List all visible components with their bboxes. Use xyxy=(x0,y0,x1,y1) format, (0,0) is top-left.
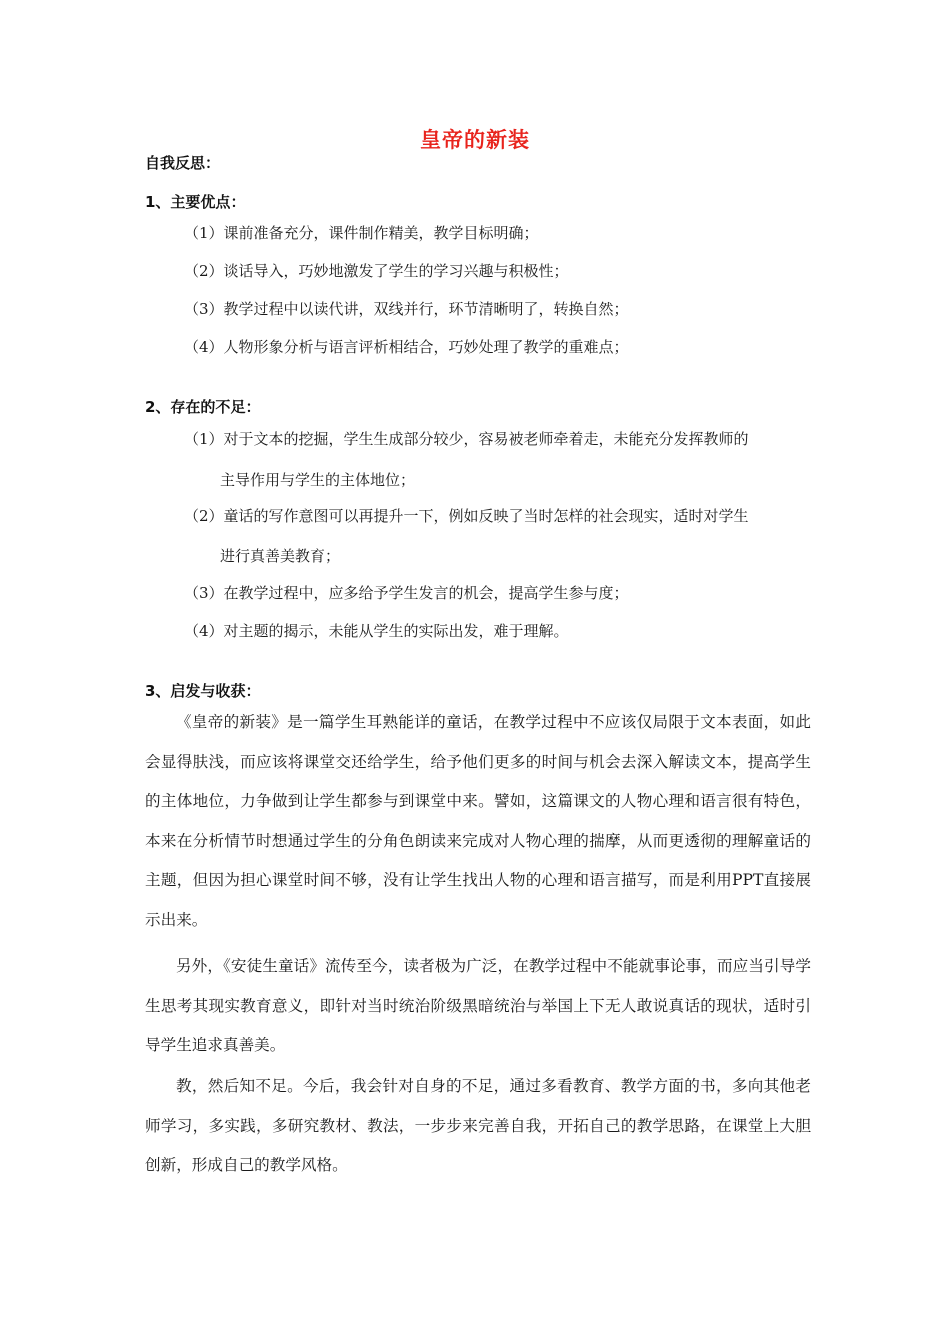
section-heading-strengths: 1、主要优点： xyxy=(145,193,246,211)
body-paragraph: 《皇帝的新装》是一篇学生耳熟能详的童话，在教学过程中不应该仅局限于文本表面，如此会显得肤浅，而应该将课堂交还给学生，给予他们更多的时间与机会去深入解读文本，提高学生的主体地位，力争做到让学生都参与到课堂中来。譬如，这篇课文的人物心理和语言很有特色，本来在分析情节时想通过学生的分角色朗读来完成对人物心理的揣摩，从而更透彻的理解童话的主题，但因为担心课堂时间不够，没有让学生找出人物的心理和语言描写，而是利用PPT直接展示出来。 xyxy=(145,713,811,929)
reflection-label: 自我反思： xyxy=(145,154,221,172)
document-title: 皇帝的新装 xyxy=(420,128,530,152)
body-paragraph: 另外，《安徒生童话》流传至今，读者极为广泛，在教学过程中不能就事论事，而应当引导学生思考其现实教育意义，即针对当时统治阶级黑暗统治与举国上下无人敢说真话的现状，适时引导学生追求真善美。 xyxy=(145,957,811,1055)
weakness-item: （4）对主题的揭示，未能从学生的实际出发，难于理解。 xyxy=(184,622,569,640)
section-heading-insights: 3、启发与收获： xyxy=(145,682,261,700)
weakness-item: （2）童话的写作意图可以再提升一下，例如反映了当时怎样的社会现实，适时对学生 xyxy=(184,507,749,525)
section-heading-weaknesses: 2、存在的不足： xyxy=(145,398,261,416)
strength-item: （2）谈话导入，巧妙地激发了学生的学习兴趣与积极性； xyxy=(184,262,569,280)
weakness-item-continuation: 主导作用与学生的主体地位； xyxy=(220,471,416,489)
weakness-item: （3）在教学过程中，应多给予学生发言的机会，提高学生参与度； xyxy=(184,584,629,602)
strength-item: （4）人物形象分析与语言评析相结合，巧妙处理了教学的重难点； xyxy=(184,338,629,356)
body-paragraph: 教，然后知不足。今后，我会针对自身的不足，通过多看教育、教学方面的书，多向其他老师学习，多实践，多研究教材、教法，一步步来完善自我，开拓自己的教学思路，在课堂上大胆创新，形成自己的教学风格。 xyxy=(145,1077,811,1175)
strength-item: （3）教学过程中以读代讲，双线并行，环节清晰明了，转换自然； xyxy=(184,300,629,318)
weakness-item-continuation: 进行真善美教育； xyxy=(220,547,341,565)
strength-item: （1）课前准备充分，课件制作精美，教学目标明确； xyxy=(184,224,539,242)
weakness-item: （1）对于文本的挖掘，学生生成部分较少，容易被老师牵着走，未能充分发挥教师的 xyxy=(184,430,749,448)
